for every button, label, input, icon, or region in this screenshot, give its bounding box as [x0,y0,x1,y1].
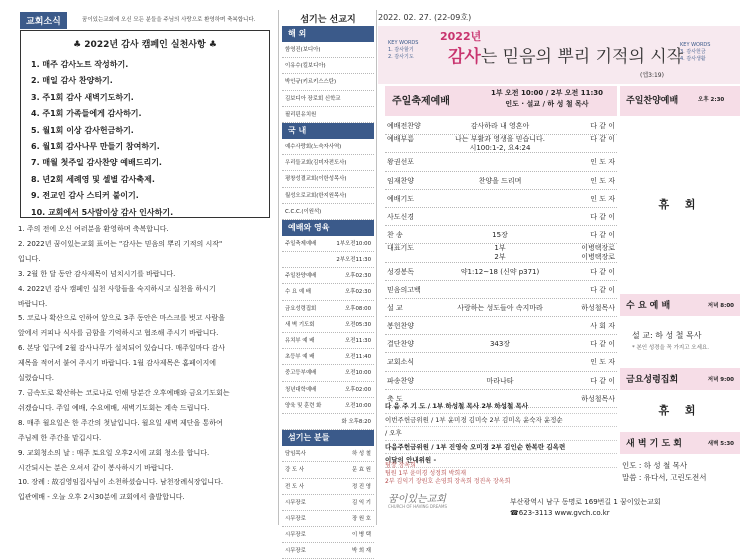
keywords-left [388,40,418,61]
banner-title-highlight: 감사 [448,47,481,67]
praise-rest-label: 휴 회 [658,198,702,211]
row-label: 초등부 예 배 [285,354,315,361]
mission-row: 월성오로교회(한지원목사) [282,188,374,204]
fri-rest-label: 휴 회 [658,404,702,417]
roster-item: 팀장 장옥희 [385,462,416,469]
row-label: 시무장로 [285,499,306,506]
order-content-line: 1부 [494,244,506,253]
order-leader [590,172,615,190]
banner-year: 2022년 [440,30,482,43]
church-logo: 꿈이있는교회 [388,494,446,505]
row-value: 2부오전11:30 [336,257,371,264]
mission-section-header: 섬기는 분들 [282,430,374,446]
order-leader-line: 하성철목사 [581,394,615,403]
order-content-line: 약1:12~18 (신약 p371) [460,267,540,276]
wed-service-header [620,294,740,316]
keywords-right [680,42,710,63]
dawn-service-time: 새벽 5:30 [707,441,734,447]
duty-list [385,400,617,468]
order-row [385,317,617,335]
mission-row [282,543,374,559]
column-divider [278,10,279,525]
order-content [445,299,555,317]
mission-row [282,284,374,300]
wed-service-time: 저녁 8:00 [707,303,734,309]
dawn-scripture: 말씀 : 유다서, 고린도전서 [622,473,707,482]
row-value: 오전11:30 [345,338,371,344]
row-label: 새 벽 기도회 [285,321,315,328]
order-content [445,263,555,281]
order-content-line: 감사하라 내 영혼아 [470,122,530,130]
row-value: 1부오전10:00 [336,240,371,247]
notice-item: 5. 코로나 확산으로 인하여 앞으로 3주 동안은 마스크를 벗고 사람을 [18,314,225,323]
keyword-item: KEY WORDS [680,42,711,48]
order-leader [590,190,615,208]
campaign-item: 4. 주1회 가족들에게 감사하기. [31,109,142,119]
order-leader [590,135,615,144]
notice-item: 7. 금속도로 확산하는 코로나로 인해 당분간 오후예배와 금요기도회는 [18,388,230,397]
row-label: 주일찬양예배 [285,273,317,280]
notice-item: 실렸습니다. [18,374,55,383]
dawn-info [622,460,707,484]
row-label: 수 요 예 배 [285,289,311,296]
row-label: 시무장로 [285,548,306,555]
notice-item: 1. 주의 전에 오신 여러분을 환영하며 축복합니다. [18,225,169,233]
order-row [385,135,617,153]
keyword-item: KEY WORDS [388,40,419,46]
order-row [385,335,617,353]
notice-item: 시간되시는 분은 오셔서 같이 봉사하시기 바랍니다. [18,463,174,472]
order-label: 결단찬양 [387,340,415,349]
campaign-item: 9. 전교인 감사 스티커 붙이기. [31,191,139,201]
notice-item: 쉬겠습니다. 주일 예배, 수요예배, 새벽기도회는 계속 드립니다. [18,403,210,412]
wed-preacher: 설 교: 하 성 철 목사 [632,331,702,340]
row-value: 이 병 택 [351,532,371,539]
row-value: 오전11:40 [345,354,371,361]
campaign-title: ♣ 2022년 감사 캠페인 실천사항 ♣ [73,40,217,50]
notice-item: 9. 교회청소의 날 : 매주 토요일 오후2시에 교회 청소를 합니다. [18,448,210,457]
order-row [385,153,617,171]
service-time [482,88,612,110]
order-label: 봉헌찬양 [387,322,415,331]
notice-item: 2. 2022년 꿈이있는교회 표어는 "감사는 믿음의 뿌리 기적의 시작" [18,239,223,248]
keyword-item: 3. 감사헌금 [680,49,706,55]
order-content [445,372,555,390]
campaign-item: 6. 월1회 감사나무 만들기 참여하기. [31,141,160,151]
order-row [385,299,617,317]
news-tag: 교회소식 [20,12,67,29]
mission-row [282,527,374,543]
campaign-box [20,30,270,218]
order-content-line: 2부 [494,253,506,262]
order-label: 성경봉독 [387,267,415,276]
duty-item: 다음주헌금위원 / 1부 진영숙 오미경 2부 김인순 한복란 김옥련 [385,441,617,455]
mission-row [282,479,374,495]
row-label: 주일축제예배 [285,240,317,247]
order-leader [590,281,615,299]
duty-item: / 오후 [385,427,617,441]
notice-item: 바랍니다. [18,299,48,308]
order-content [445,226,555,244]
order-label: 예배부름 [387,135,415,144]
banner-title-rest: 는 믿음의 뿌리 기적의 시작 [480,47,684,67]
order-leader [590,153,615,171]
row-value: 김 익 기 [351,499,371,506]
mission-row [282,414,374,430]
order-leader-line: 이병택장로 [581,244,615,253]
order-content-line: 나는 부활과 영생을 믿습니다. [454,135,546,144]
order-content-line: 343장 [489,340,511,349]
praise-service-name: 주일찬양예배 [626,96,679,106]
row-value: 장 원 호 [351,515,371,522]
keyword-item: 4. 감사생활 [680,56,706,62]
column-divider [376,10,377,525]
notice-item: 10. 장례 : 故김영임집사님이 소천하셨습니다. 남천장례식장입니다. [18,478,224,487]
order-leader-line: 다 같 이 [590,285,615,294]
order-leader [590,226,615,244]
mission-row [282,349,374,365]
mission-row [282,333,374,349]
order-content-line: 사랑하는 성도들아 속지마라 [457,303,543,312]
notice-list [18,222,270,505]
row-value: 문 효 원 [351,467,371,474]
order-content [445,135,555,153]
order-leader-line: 이병택장로 [581,253,615,262]
row-label: 강 도 사 [285,467,305,474]
duty-item: 다 음 주 기 도 / 1부 하성철 목사 2부 하성철 목사 [385,400,617,414]
row-value: 오전10:00 [345,402,371,409]
notice-item: 4. 2022년 감사 캠페인 실천 사항들을 숙지하시고 실천을 하시기 [18,284,216,293]
order-content-line: 15장 [492,231,508,240]
mission-section-header: 해 외 [282,26,374,42]
order-label: 축 도 [387,394,403,403]
mission-row [282,382,374,398]
order-content-line: 시100:1-2, 요4:24 [469,144,531,153]
mission-row: 우리들교회(김미자전도사) [282,155,374,171]
order-content [445,244,555,262]
wed-service-name: 수 요 예 배 [626,301,671,311]
row-value: 오전10:00 [345,370,371,377]
order-leader [581,299,615,317]
order-leader [590,117,615,135]
order-content-line: 찬양을 드리며 [478,176,522,185]
banner-verse: (엡3:19) [640,72,664,79]
mission-row: 이유수(킬보디아) [282,58,374,74]
notice-item: 주님께 한 주간을 맡깁시다. [18,433,102,442]
wed-info [632,330,709,354]
wed-note: * 본인 성경을 꼭 가지고 오세요. [632,345,709,351]
order-label: 사도신경 [387,212,415,221]
bulletin-date: 2022. 02. 27. (22-09호) [378,13,472,22]
row-label: 양육 및 훈련 화 [285,402,322,409]
order-leader [590,263,615,281]
row-value: 오후08:00 [345,305,371,312]
campaign-item: 3. 주1회 감사 새벽기도하기. [31,92,134,102]
service-time-line-2: 인도 · 설교 / 하 성 철 목사 [505,100,589,108]
order-leader-line: 사 회 자 [590,322,615,331]
mission-row [282,236,374,252]
mission-section-header: 국 내 [282,123,374,139]
order-label: 믿음의고백 [387,285,421,294]
row-value: 오전05:30 [345,321,371,328]
fri-service-name: 금요성령집회 [626,375,679,385]
order-row [385,353,617,371]
order-row [385,244,617,262]
notice-item: 6. 본당 입구에 2월 감사나무가 설치되어 있습니다. 매주일마다 감사 [18,344,225,353]
order-leader-line: 인 도 자 [590,176,615,185]
order-row [385,263,617,281]
fri-service-time: 저녁 9:00 [707,377,734,383]
notice-item: 앞에서 커피나 식사를 금함을 기억하시고 협조해 주시기 바랍니다. [18,329,219,338]
order-row [385,208,617,226]
service-time-line-1: 1부 오전 10:00 / 2부 오전 11:30 [490,89,604,97]
order-label: 설 교 [387,303,403,312]
order-row [385,372,617,390]
church-logo-sub: CHURCH OF HAVING DREAMS [388,504,447,509]
order-leader [590,353,615,371]
mission-row [282,511,374,527]
row-value: 오후02:30 [345,273,371,280]
row-label: 청년대학예배 [285,386,317,393]
mission-row [282,495,374,511]
order-row [385,117,617,135]
mission-section-header: 예배와 영육 [282,220,374,236]
mission-row [282,365,374,381]
mission-row [282,252,374,268]
mission-row: 평창성결교회(이한성목사) [282,171,374,187]
row-label: 중고등부예배 [285,370,317,377]
keyword-item: 1. 감사할기 [388,47,414,53]
order-leader [590,317,615,335]
order-content [445,335,555,353]
row-value: 오후02:00 [345,386,371,393]
row-value: 오후02:30 [345,289,371,296]
order-label: 임재찬양 [387,176,415,185]
keyword-item: 2. 감사기도 [388,54,414,60]
campaign-item: 5. 월1회 이상 감사헌금하기. [31,125,134,135]
row-label: 금요성령집회 [285,305,317,312]
mission-row [282,301,374,317]
order-leader-line: 다 같 이 [590,122,615,130]
order-leader-line: 하성철목사 [581,303,615,312]
order-label: 왕권선포 [387,158,415,167]
dawn-service-header [620,432,740,454]
order-leader-line: 다 같 이 [590,135,615,144]
mission-column [282,26,374,559]
order-leader [581,244,615,262]
order-leader-line: 다 같 이 [590,212,615,221]
mission-row: 함영진(보디아) [282,42,374,58]
contact-line: ☎623-3113 www.gvch.co.kr [510,509,610,517]
order-content-line: 마라나타 [486,376,514,385]
campaign-item: 7. 매월 첫주일 감사찬양 예배드리기. [31,158,162,168]
usher-roster [385,462,510,486]
order-leader-line: 인 도 자 [590,158,615,167]
order-leader-line: 인 도 자 [590,358,615,367]
mission-row: 필리핀유치원 [282,107,374,123]
order-leader [590,372,615,390]
order-leader-line: 다 같 이 [590,231,615,240]
order-label: 교회소식 [387,358,415,367]
notice-item: 8. 매주 월요일은 한 주간의 첫날입니다. 월요일 새벽 제단을 통하여 [18,418,223,427]
order-leader-line: 다 같 이 [590,340,615,349]
campaign-item: 2. 매일 감사 찬양하기. [31,76,113,86]
notice-item: 입니다. [18,254,41,263]
order-label: 예배기도 [387,194,415,203]
banner-title [448,42,683,67]
row-value: 화 오후8:20 [341,418,371,425]
order-content [445,117,555,135]
order-label: 찬 송 [387,231,403,240]
mission-row: 예수사랑회(노숙자사역) [282,139,374,155]
mission-row [282,462,374,478]
order-row [385,281,617,299]
order-content [445,172,555,190]
order-row [385,190,617,208]
mission-row: 김보디아 장로회 신학교 [282,91,374,107]
order-leader [590,335,615,353]
address-line: 부산광역시 남구 동명로 169번길 1 꿈이있는교회 [510,498,661,506]
mission-title: 섬기는 선교지 [300,15,356,25]
order-row [385,172,617,190]
fri-service-header [620,368,740,390]
campaign-item: 1. 매주 감사노트 작성하기. [31,60,129,69]
news-subtitle: 꿈이있는교회에 오신 모든 분들을 주님의 사랑으로 환영하며 축복합니다. [82,17,256,23]
notice-item: 3. 2월 한 달 동안 감사제목이 넘치시기를 바랍니다. [18,269,176,278]
mission-row: C.C.C.(이원석) [282,204,374,220]
campaign-item: 8. 년2회 세례영 및 셀별 감사축제. [31,174,155,184]
order-row [385,226,617,244]
campaign-item: 10. 교회에서 5사람이상 감사 인사하기. [31,207,174,217]
order-of-worship [385,117,617,408]
praise-service-time: 오후 2:30 [698,97,725,103]
row-label: 전 도 사 [285,483,305,490]
order-leader-line: 인 도 자 [590,194,615,203]
mission-row [282,317,374,333]
campaign-list [31,57,263,221]
order-label: 파송찬양 [387,376,415,385]
mission-row [282,446,374,462]
notice-item: 입관예배 - 오늘 오후 2시30분에 교회에서 출발합니다. [18,493,185,502]
mission-row [282,268,374,284]
row-label: 시무장로 [285,532,306,539]
row-value: 박 희 재 [351,548,371,555]
dawn-service-name: 새 벽 기 도 회 [626,439,683,449]
duty-item: 이달의 안내위원 - [385,454,617,468]
order-leader [590,208,615,226]
roster-item: 팀원 1부 윤미경 성정희 박희재 [385,470,466,477]
notice-item: 제목을 적어서 붙여 주시기 바랍니다. 1월 감사제목은 홈페이지에 [18,359,217,368]
order-leader-line: 다 같 이 [590,376,615,385]
row-label: 유치부 예 배 [285,338,315,344]
row-label: 시무장로 [285,515,306,522]
roster-item: 2부 김익기 장원호 손영희 장옥희 정진옥 장옥희 [385,478,511,485]
church-address [510,497,661,519]
order-leader-line: 다 같 이 [590,267,615,276]
order-label: 예배전찬양 [387,122,421,130]
row-value: 하 성 철 [351,451,371,458]
dawn-leader: 인도 : 하 성 철 목사 [622,461,688,470]
duty-item: 이번주헌금위원 / 1부 윤미경 김미숙 2부 김미옥 윤숙자 윤정순 [385,414,617,428]
row-label: 담임목사 [285,451,306,458]
service-name: 주일축제예배 [392,96,450,107]
row-value: 정 진 영 [351,483,371,490]
order-label: 대표기도 [387,244,415,253]
mission-row: 박인규(키르키스스탄) [282,74,374,90]
mission-row [282,398,374,414]
